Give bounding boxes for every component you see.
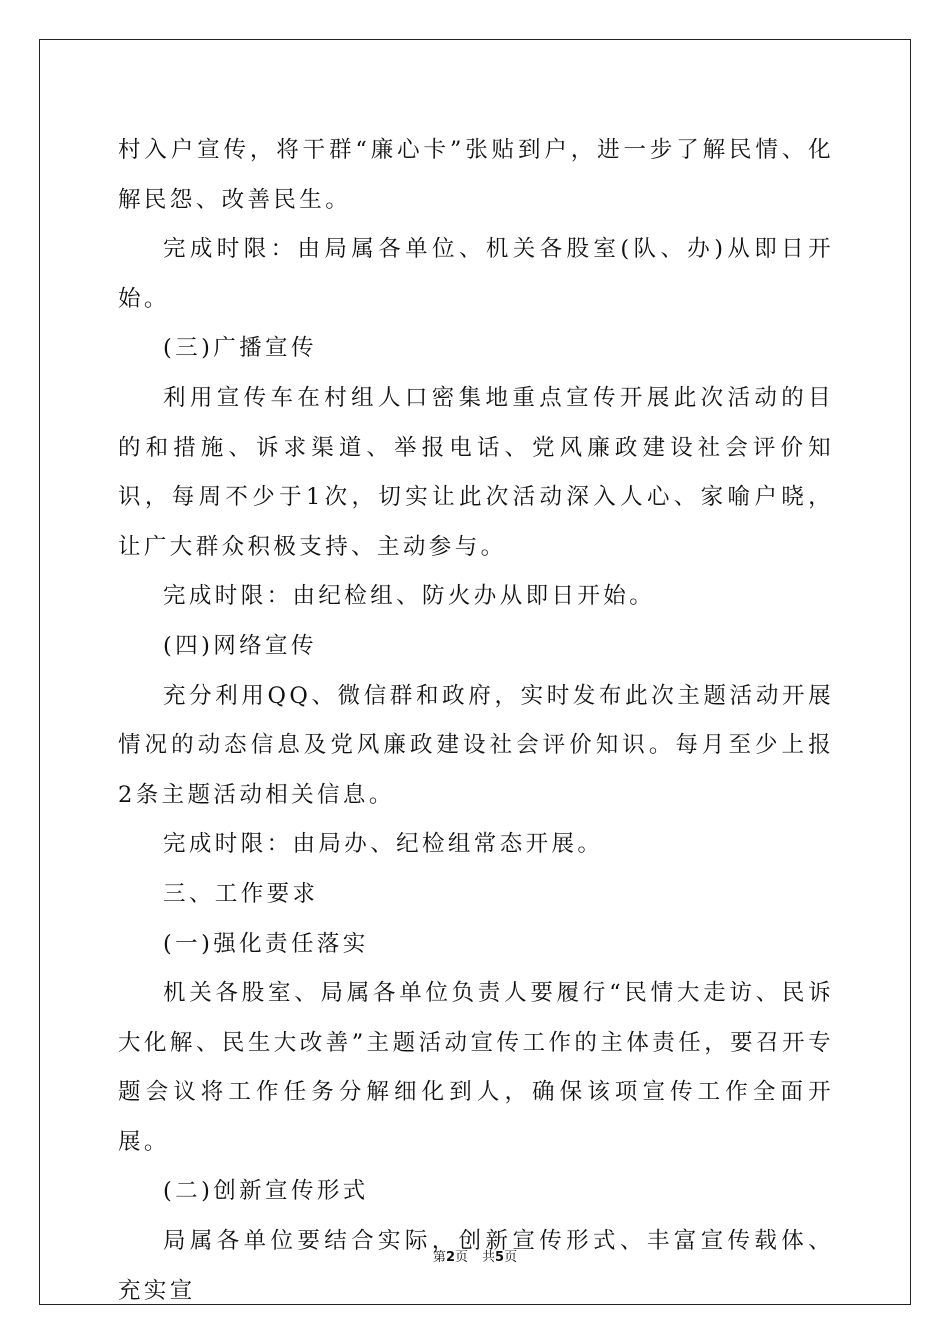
- section-heading: (二)创新宣传形式: [163, 1178, 369, 1205]
- paragraph-deadline: 完成时限：由局属各单位、机关各股室(队、办)从即日开始。: [118, 236, 834, 312]
- paragraph-deadline: 完成时限：由纪检组、防火办从即日开始。: [163, 583, 656, 610]
- paragraph: 局属各单位要结合实际，创新宣传形式、丰富宣传载体、充实宣: [118, 1228, 834, 1304]
- document-body: [118, 126, 834, 1316]
- paragraph: 利用宣传车在村组人口密集地重点宣传开展此次活动的目的和措施、诉求渠道、举报电话、党风廉政建设社会评价知识，每周不少于1次，切实让此次活动深入人心、家喻户晓，让广大群众积极支持、主动参与。: [118, 384, 834, 560]
- section-heading: (一)强化责任落实: [163, 930, 369, 957]
- section-heading: (三)广播宣传: [163, 335, 317, 362]
- page-prefix: 第: [432, 1250, 446, 1265]
- page-suffix: 页: [454, 1250, 468, 1265]
- paragraph-deadline: 完成时限：由局办、纪检组常态开展。: [163, 831, 604, 858]
- paragraph: 机关各股室、局属各单位负责人要履行“民情大走访、民诉大化解、民生大改善”主题活动宣传工作的主体责任，要召开专题会议将工作任务分解细化到人，确保该项宣传工作全面开展。: [118, 980, 834, 1155]
- current-page-number: 2: [445, 1250, 455, 1265]
- section-heading: (四)网络宣传: [163, 632, 317, 659]
- paragraph-continued: 村入户宣传，将干群“廉心卡”张贴到户，进一步了解民情、化解民怨、改善民生。: [118, 137, 834, 213]
- total-suffix: 页: [504, 1250, 518, 1265]
- page-footer: [0, 1246, 950, 1265]
- paragraph: 充分利用QQ、微信群和政府，实时发布此次主题活动开展情况的动态信息及党风廉政建设社会评价知识。每月至少上报2条主题活动相关信息。: [118, 682, 834, 808]
- total-page-number: 5: [495, 1250, 505, 1265]
- chapter-heading: 三、工作要求: [163, 880, 319, 907]
- total-prefix: 共: [482, 1250, 496, 1265]
